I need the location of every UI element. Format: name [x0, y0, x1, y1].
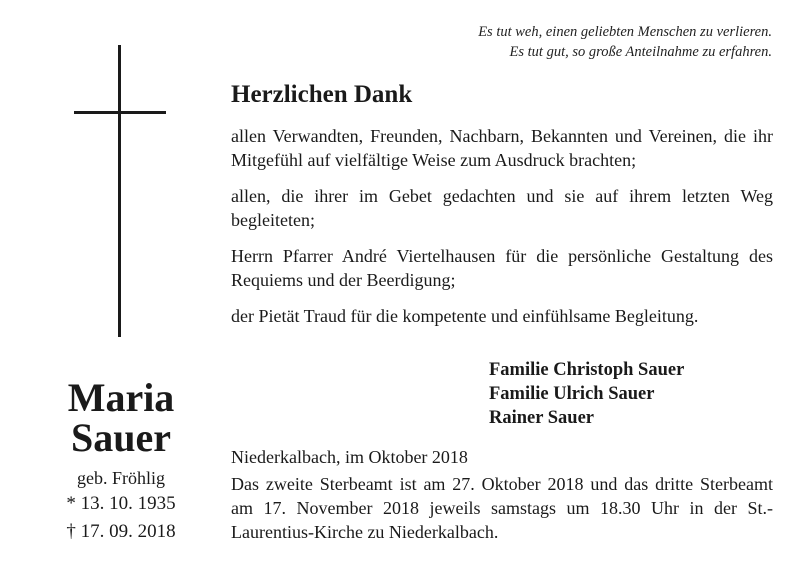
thanks-paragraph: allen, die ihrer im Gebet gedachten und sie auf ihrem letzten Weg begleiteten; [231, 186, 773, 230]
signature-line: Familie Ulrich Sauer [489, 384, 655, 404]
deceased-info [0, 375, 242, 546]
last-name: Sauer [71, 415, 171, 460]
signature-line: Rainer Sauer [489, 408, 595, 428]
birth-date: * 13. 10. 1935 [66, 493, 176, 514]
quote-line-1: Es tut weh, einen geliebten Menschen zu verlieren. [478, 24, 772, 40]
service-notice: Das zweite Sterbeamt ist am 27. Oktober 2018 und das dritte Sterbeamt am 17. November 2018 jeweils samstags um 18.30 Uhr in der St.-Laurentius-Kirche zu Niederkalbach. [231, 474, 773, 542]
cross-horizontal-bar [74, 111, 166, 114]
thanks-section [231, 80, 773, 340]
thanks-heading: Herzlichen Dank [231, 81, 413, 108]
thanks-paragraph: der Pietät Traud für die kompetente und einfühlsame Begleitung. [231, 306, 699, 326]
signatures [489, 358, 684, 430]
birth-name: geb. Fröhlig [77, 468, 165, 488]
thanks-paragraph: Herrn Pfarrer André Viertelhausen für die persönliche Gestaltung des Requiems und der Beerdigung; [231, 246, 773, 290]
signature-line: Familie Christoph Sauer [489, 360, 685, 380]
first-name: Maria [67, 375, 175, 420]
quote-line-2: Es tut gut, so große Anteilnahme zu erfahren. [509, 44, 772, 60]
death-date: † 17. 09. 2018 [66, 521, 176, 542]
place-date: Niederkalbach, im Oktober 2018 [231, 447, 468, 467]
thanks-paragraph: allen Verwandten, Freunden, Nachbarn, Bekannten und Vereinen, die ihr Mitgefühl auf vielfältige Weise zum Ausdruck brachten; [231, 126, 773, 170]
quote [478, 22, 772, 62]
cross-vertical-bar [118, 45, 121, 337]
